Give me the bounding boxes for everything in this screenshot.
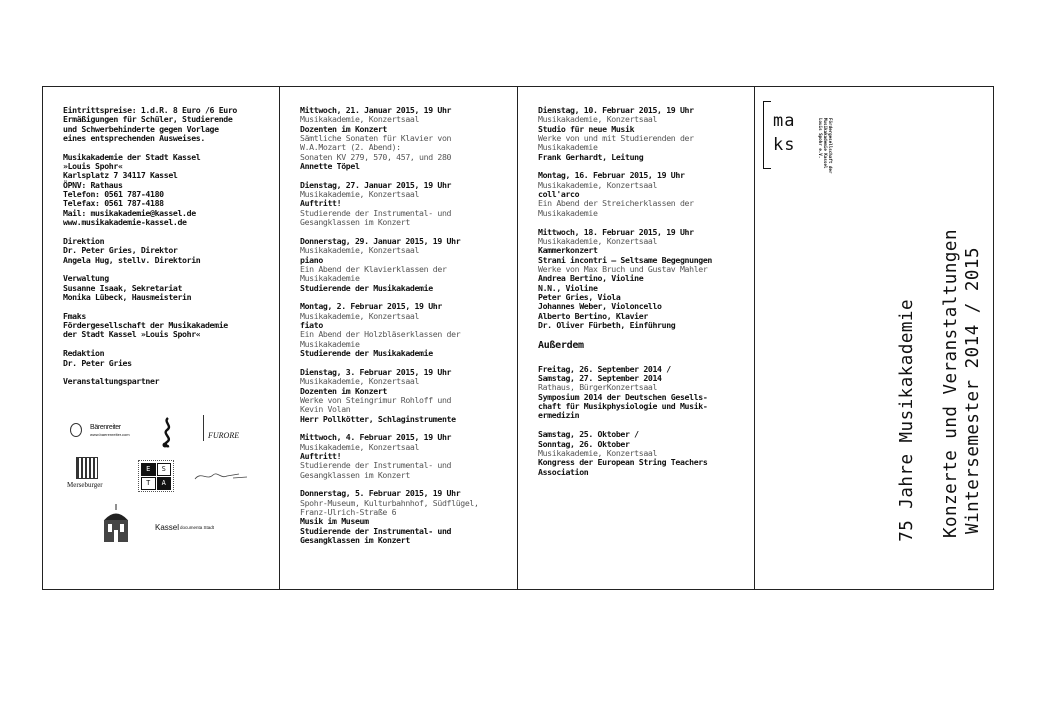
info-line: »Louis Spohr« — [63, 161, 123, 172]
merseburger-icon — [76, 457, 98, 479]
event-date: Dienstag, 10. Februar 2015, 19 Uhr — [538, 105, 694, 115]
column-events-february — [518, 87, 755, 589]
event-performer: Dr. Oliver Fürbeth, Einführung — [538, 320, 676, 330]
kassel-logo: Kassel — [155, 523, 180, 532]
info-line: und Schwerbehinderte gegen Vorlage — [63, 123, 219, 134]
event-performer: Frank Gerhardt, Leitung — [538, 151, 644, 162]
info-line: Redaktion — [63, 348, 105, 359]
event-performer: Alberto Bertino, Klavier — [538, 310, 648, 321]
merseburger-logo: Merseburger — [67, 481, 103, 489]
event-entry — [300, 106, 517, 171]
cover-semester: Wintersemester 2014 / 2015 — [963, 247, 983, 534]
info-line: Ermäßigungen für Schüler, Studierende — [63, 114, 233, 125]
event-performer: Studierende der Musikakademie — [300, 282, 433, 293]
extra-event-entry — [538, 430, 754, 477]
info-line: Dr. Peter Gries — [63, 357, 132, 368]
event-performer: Gesangklassen im Konzert — [300, 535, 410, 546]
event-date: Samstag, 27. September 2014 — [538, 373, 662, 384]
event-title: Musik im Museum — [300, 516, 369, 527]
furore-logo: FURORE — [208, 431, 240, 440]
event-performer: Andrea Bertino, Violine — [538, 273, 644, 284]
event-description: Sämtliche Sonaten für Klavier von — [300, 133, 452, 144]
esta-logo — [138, 460, 174, 492]
event-venue: Musikakademie, Konzertsaal — [538, 179, 658, 190]
event-description: Ein Abend der Holzbläserklassen der — [300, 329, 461, 340]
event-title: Studio für neue Musik — [538, 123, 635, 134]
event-description: Studierende der Instrumental- und — [300, 460, 452, 471]
baerenreiter-icon — [70, 423, 82, 437]
esta-letter: S — [157, 463, 172, 476]
esta-letter: E — [141, 463, 156, 476]
event-entry — [538, 171, 754, 218]
event-title: fiato — [300, 320, 323, 331]
info-line: Fördergesellschaft der Musikakademie — [63, 320, 228, 331]
event-date: Montag, 2. Februar 2015, 19 Uhr — [300, 301, 442, 312]
info-line: Telefax: 0561 787-4188 — [63, 198, 164, 209]
extra-event-entry — [538, 365, 754, 421]
info-line: Angela Hug, stellv. Direktorin — [63, 254, 201, 265]
event-performer: Annette Töpel — [300, 161, 360, 172]
esta-letter: A — [157, 477, 172, 490]
event-date: Freitag, 26. September 2014 / — [538, 363, 671, 374]
column-cover — [755, 87, 993, 589]
event-description: Ein Abend der Klavierklassen der — [300, 263, 447, 274]
event-entry — [300, 433, 517, 480]
event-description: Gesangklassen im Konzert — [300, 217, 410, 228]
info-line: eines entsprechenden Ausweises. — [63, 133, 205, 144]
maks-logo-top: ma — [773, 111, 796, 131]
event-description: W.A.Mozart (2. Abend): — [300, 142, 401, 153]
event-venue: Musikakademie, Konzertsaal — [300, 376, 420, 387]
event-venue: Musikakademie, Konzertsaal — [300, 114, 420, 125]
event-venue: Musikakademie, Konzertsaal — [538, 447, 658, 458]
event-description: Ein Abend der Streicherklassen der — [538, 198, 694, 209]
info-line: ÖPNV: Rathaus — [63, 179, 123, 190]
event-date: Donnerstag, 5. Februar 2015, 19 Uhr — [300, 488, 461, 499]
event-description: Werke von und mit Studierenden der — [538, 133, 694, 144]
info-line: Musikakademie der Stadt Kassel — [63, 151, 201, 162]
event-venue: Musikakademie, Konzertsaal — [300, 441, 420, 452]
event-title: ermedizin — [538, 410, 580, 421]
event-title: chaft für Musikphysiologie und Musik- — [538, 401, 708, 412]
event-title: Strani incontri – Seltsame Begegnungen — [538, 254, 713, 265]
info-line: Monika Lübeck, Hausmeisterin — [63, 292, 192, 303]
event-description: Studierende der Instrumental- und — [300, 207, 452, 218]
event-entry — [538, 228, 754, 331]
event-performer: Herr Pollkötter, Schlaginstrumente — [300, 413, 456, 424]
baerenreiter-logo: Bärenreiter — [90, 424, 121, 431]
cover-subtitle: Konzerte und Veranstaltungen — [941, 229, 961, 539]
event-title: Auftritt! — [300, 450, 342, 461]
event-venue: Musikakademie, Konzertsaal — [300, 310, 420, 321]
info-line: Direktion — [63, 235, 105, 246]
info-line: Mail: musikakademie@kassel.de — [63, 207, 196, 218]
event-venue: Musikakademie, Konzertsaal — [538, 235, 658, 246]
event-performer: Studierende der Instrumental- und — [300, 525, 452, 536]
event-date: Samstag, 25. Oktober / — [538, 429, 639, 440]
maks-logo-bracket — [763, 101, 771, 169]
event-venue: Musikakademie, Konzertsaal — [300, 245, 420, 256]
event-title: Auftritt! — [300, 198, 342, 209]
event-venue: Spohr-Museum, Kulturbahnhof, Südflügel, — [300, 497, 479, 508]
event-date: Mittwoch, 4. Februar 2015, 19 Uhr — [300, 432, 452, 443]
signature-logo — [193, 467, 249, 487]
event-date: Montag, 16. Februar 2015, 19 Uhr — [538, 170, 685, 181]
event-performer: Johannes Weber, Violoncello — [538, 301, 662, 312]
building-logo — [99, 502, 133, 548]
event-entry — [300, 237, 517, 293]
maks-logo-bottom: ks — [773, 135, 796, 155]
info-line: Dr. Peter Gries, Direktor — [63, 245, 178, 256]
kassel-logo-sub: documenta Stadt — [180, 525, 215, 530]
info-line: der Stadt Kassel »Louis Spohr« — [63, 329, 201, 340]
event-date: Dienstag, 3. Februar 2015, 19 Uhr — [300, 366, 452, 377]
info-line: Veranstaltungspartner — [63, 376, 160, 387]
event-description: Musikakademie — [300, 338, 360, 349]
baerenreiter-url: www.baerenreiter.com — [90, 432, 130, 437]
event-date: Mittwoch, 21. Januar 2015, 19 Uhr — [300, 105, 452, 115]
event-entry — [300, 489, 517, 545]
info-line: Eintrittspreise: 1.d.R. 8 Euro /6 Euro — [63, 105, 238, 115]
event-entry — [538, 106, 754, 162]
info-line: Telefon: 0561 787-4180 — [63, 189, 164, 200]
info-line: www.musikakademie-kassel.de — [63, 217, 187, 228]
event-venue: Franz-Ulrich-Straße 6 — [300, 507, 397, 518]
maks-logo — [763, 101, 833, 174]
event-performer: N.N., Violine — [538, 282, 598, 293]
column-events-january — [280, 87, 518, 589]
event-description: Werke von Steingrimur Rohloff und — [300, 394, 452, 405]
event-description: Musikakademie — [538, 207, 598, 218]
event-description: Musikakademie — [538, 142, 598, 153]
esta-letter: T — [141, 477, 156, 490]
event-title: Dozenten im Konzert — [300, 123, 388, 134]
event-venue: Musikakademie, Konzertsaal — [538, 114, 658, 125]
event-title: Association — [538, 466, 589, 477]
ausserdem-heading: Außerdem — [538, 339, 584, 351]
event-performer: Studierende der Musikakademie — [300, 348, 433, 359]
event-date: Mittwoch, 18. Februar 2015, 19 Uhr — [538, 226, 694, 237]
event-venue: Rathaus, BürgerKonzertsaal — [538, 382, 658, 393]
event-venue: Musikakademie, Konzertsaal — [300, 189, 420, 200]
event-description: Musikakademie — [300, 273, 360, 284]
event-title: Dozenten im Konzert — [300, 385, 388, 396]
event-date: Sonntag, 26. Oktober — [538, 438, 630, 449]
info-line: Verwaltung — [63, 273, 109, 284]
event-description: Kevin Volan — [300, 404, 351, 415]
partner-logos — [43, 87, 280, 591]
event-description: Sonaten KV 279, 570, 457, und 280 — [300, 151, 452, 162]
program-sheet — [42, 86, 994, 590]
info-line: Susanne Isaak, Sekretariat — [63, 282, 183, 293]
event-title: piano — [300, 254, 323, 265]
event-date: Donnerstag, 29. Januar 2015, 19 Uhr — [300, 235, 461, 246]
event-title: Symposium 2014 der Deutschen Gesells- — [538, 391, 708, 402]
event-entry — [300, 368, 517, 424]
event-title: coll'arco — [538, 189, 580, 200]
clef-logo-icon — [161, 416, 173, 446]
event-title: Kongress der European String Teachers — [538, 457, 708, 468]
maks-logo-description: Fördergesellschaft der Musikakademie Kassel Louis Spohr e.V. — [818, 118, 833, 174]
event-title: Kammerkonzert — [538, 245, 598, 256]
event-performer: Peter Gries, Viola — [538, 291, 621, 302]
event-entry — [300, 181, 517, 228]
cover-title: 75 Jahre Musikakademie — [897, 299, 917, 542]
event-description: Werke von Max Bruch und Gustav Mahler — [538, 263, 708, 274]
event-entry — [300, 302, 517, 358]
event-description: Gesangklassen im Konzert — [300, 469, 410, 480]
info-line: Fmaks — [63, 310, 86, 321]
info-line: Karlsplatz 7 34117 Kassel — [63, 170, 178, 181]
event-date: Dienstag, 27. Januar 2015, 19 Uhr — [300, 179, 452, 190]
